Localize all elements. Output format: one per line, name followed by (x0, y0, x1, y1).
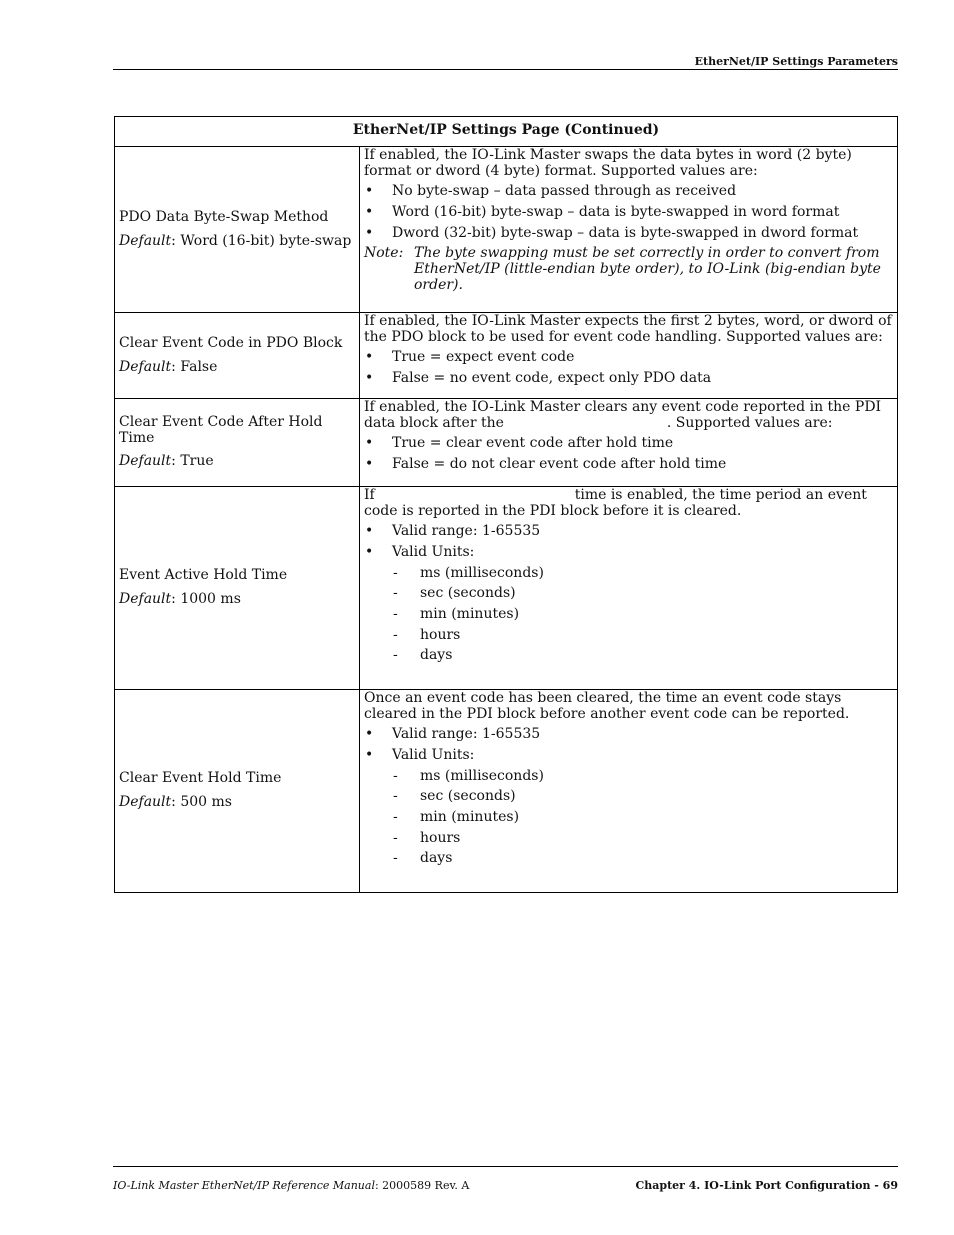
note-label: Note: (364, 245, 404, 262)
param-intro (364, 400, 893, 431)
param-name-cell (115, 399, 360, 487)
table-row (115, 147, 898, 313)
footer-manual (113, 1179, 469, 1192)
default-label: Default (119, 232, 172, 249)
param-name-cell (115, 147, 360, 313)
settings-table (114, 116, 898, 893)
unit-item: - days (364, 851, 893, 867)
unit-item: - min (minutes) (364, 810, 893, 826)
list-item: • Valid Units: (364, 545, 893, 561)
value-list (364, 727, 893, 763)
param-name-cell (115, 487, 360, 690)
default-value: : False (171, 358, 218, 375)
param-default (119, 592, 355, 608)
table-caption: EtherNet/IP Settings Page (Continued) (115, 117, 898, 147)
default-label: Default (119, 794, 172, 810)
unit-item: - days (364, 648, 893, 664)
units-list (364, 769, 893, 867)
param-default (119, 234, 355, 250)
intro-after: . Supported values are: (666, 414, 833, 431)
param-description-cell (360, 399, 898, 487)
param-name: Clear Event Hold Time (119, 770, 282, 787)
footer-manual-title: IO-Link Master EtherNet/IP Reference Manual (113, 1179, 375, 1192)
param-description-cell (360, 147, 898, 313)
unit-item: - min (minutes) (364, 607, 893, 623)
value-list (364, 436, 893, 472)
list-item: • Valid Units: (364, 748, 893, 764)
param-name: PDO Data Byte-Swap Method (119, 208, 329, 225)
list-item: • True = clear event code after hold time (364, 436, 893, 452)
intro-after: time is enabled, the time period an event code is reported in the PDI block before it is cleared. (364, 487, 867, 519)
list-item: • False = do not clear event code after hold time (364, 457, 893, 473)
value-list (364, 184, 893, 241)
table-row (115, 690, 898, 893)
param-name-cell (115, 690, 360, 893)
list-item: • Valid range: 1-65535 (364, 524, 893, 540)
table-row (115, 487, 898, 690)
param-intro: If enabled, the IO-Link Master expects the first 2 bytes, word, or dword of the PDO block to be used for event code handling. Supported values are: (364, 313, 892, 345)
table-caption-row (115, 117, 898, 147)
note (364, 246, 893, 293)
param-name-cell (115, 313, 360, 399)
param-description-cell (360, 690, 898, 893)
param-name: Clear Event Code in PDO Block (119, 334, 343, 351)
param-default (119, 360, 355, 376)
list-item: • Valid range: 1-65535 (364, 727, 893, 743)
default-value: : 500 ms (171, 794, 232, 810)
default-label: Default (119, 358, 172, 375)
intro-before: If enabled, the IO-Link Master clears any event code reported in the PDI data block after the (364, 399, 882, 431)
param-name: Clear Event Code After Hold Time (119, 413, 323, 446)
param-default (119, 454, 355, 470)
default-value: : Word (16-bit) byte-swap (171, 232, 352, 249)
default-value: : 1000 ms (171, 591, 241, 607)
param-default (119, 795, 355, 811)
table-row (115, 313, 898, 399)
table-row (115, 399, 898, 487)
list-item: • No byte-swap – data passed through as received (364, 184, 893, 200)
param-name: Event Active Hold Time (119, 567, 288, 584)
unit-item: - hours (364, 831, 893, 847)
note-text: The byte swapping must be set correctly in order to convert from EtherNet/IP (little-endian byte order), to IO-Link (big-endian byte order). (414, 245, 881, 293)
footer-manual-number: : 2000589 Rev. A (374, 1179, 470, 1192)
default-value: : True (171, 453, 214, 470)
list-item: • False = no event code, expect only PDO data (364, 371, 893, 387)
page-header-title: EtherNet/IP Settings Parameters (694, 55, 898, 68)
footer-chapter: Chapter 4. IO-Link Port Configuration - 69 (635, 1179, 898, 1192)
default-label: Default (119, 453, 172, 470)
value-list (364, 350, 893, 386)
intro-before: If (364, 487, 375, 503)
param-intro (364, 488, 893, 519)
unit-item: - sec (seconds) (364, 586, 893, 602)
list-item: • True = expect event code (364, 350, 893, 366)
param-intro: If enabled, the IO-Link Master swaps the data bytes in word (2 byte) format or dword (4 byte) format. Supported values are: (364, 147, 852, 179)
footer-rule (113, 1166, 898, 1167)
param-intro: Once an event code has been cleared, the time an event code stays cleared in the PDI block before another event code can be reported. (364, 690, 850, 722)
unit-item: - ms (milliseconds) (364, 769, 893, 785)
header-rule (113, 69, 898, 70)
unit-item: - hours (364, 628, 893, 644)
list-item: • Dword (32-bit) byte-swap – data is byte-swapped in dword format (364, 226, 893, 242)
value-list (364, 524, 893, 560)
list-item: • Word (16-bit) byte-swap – data is byte-swapped in word format (364, 205, 893, 221)
unit-item: - sec (seconds) (364, 789, 893, 805)
unit-item: - ms (milliseconds) (364, 566, 893, 582)
units-list (364, 566, 893, 664)
param-description-cell (360, 313, 898, 399)
default-label: Default (119, 591, 172, 607)
param-description-cell (360, 487, 898, 690)
